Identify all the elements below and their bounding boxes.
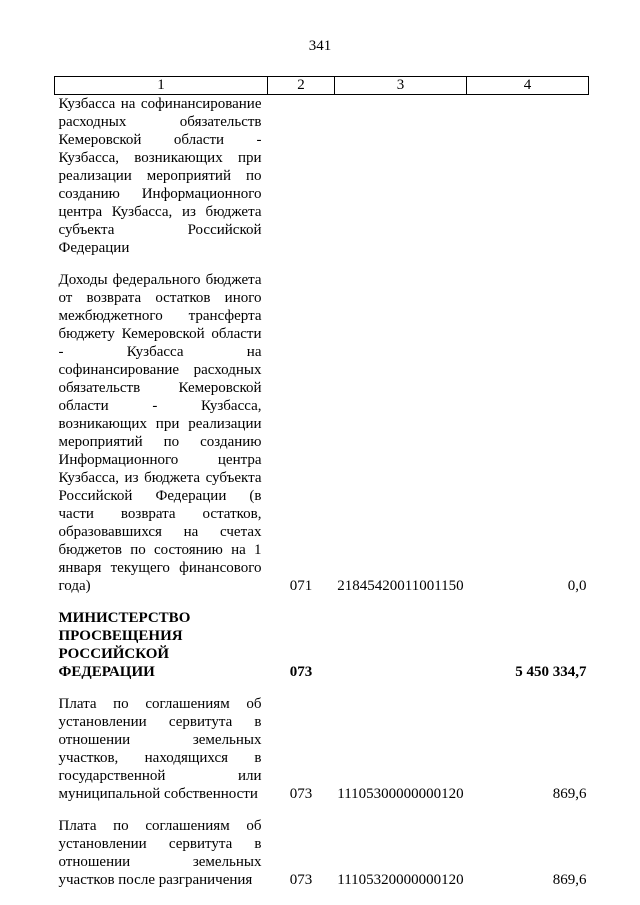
row-code: 073: [289, 872, 313, 888]
column-header-3: 3: [335, 77, 467, 95]
row-name: Плата по соглашениям об установлении сервитута в отношении земельных участков, находящихся в государственной или муниципальной собственности: [58, 696, 262, 802]
row-kbk: 11105320000000120: [337, 872, 464, 888]
row-sum: 0,0: [567, 578, 587, 594]
table-row: [55, 803, 589, 889]
row-kbk: 21845420011001150: [337, 578, 464, 594]
row-name: МИНИСТЕРСТВО ПРОСВЕЩЕНИЯ РОССИЙСКОЙ ФЕДЕРАЦИИ: [58, 610, 191, 680]
table-row: [55, 95, 589, 258]
table-row-ministry: [55, 595, 589, 681]
row-code: 073: [289, 786, 313, 802]
row-name: Доходы федерального бюджета от возврата остатков иного межбюджетного трансферта бюджету Кемеровской области - Кузбасса на софинансирование расходных обязательств Кемеровской области - Кузбасса, возникающих при реализации мероприятий по созданию Информационного центра Кузбасса, из бюджета субъекта Российской Федерации (в части возврата остатков, образовавшихся на счетах бюджетов по состоянию на 1 января текущего финансового года): [58, 272, 262, 594]
row-kbk: [335, 95, 467, 258]
row-code: 073: [289, 664, 313, 680]
page-number: 341: [308, 38, 332, 54]
row-code: 071: [289, 578, 313, 594]
table-row: [55, 681, 589, 803]
revenue-table: [54, 76, 589, 889]
row-sum: [467, 95, 589, 258]
row-name: Плата по соглашениям об установлении сервитута в отношении земельных участков после разграничения: [58, 818, 262, 888]
row-code: [268, 95, 335, 258]
row-name: Кузбасса на софинансирование расходных обязательств Кемеровской области - Кузбасса, возникающих при реализации мероприятий по созданию Информационного центра Кузбасса, из бюджета субъекта Российской Федерации: [58, 96, 262, 256]
row-sum: 869,6: [552, 786, 587, 802]
row-sum: 5 450 334,7: [515, 664, 587, 680]
row-kbk: [335, 595, 467, 681]
row-kbk: 11105300000000120: [337, 786, 464, 802]
column-header-2: 2: [268, 77, 335, 95]
column-header-4: 4: [467, 77, 589, 95]
column-number-row: [55, 77, 589, 95]
table-row: [55, 257, 589, 595]
row-sum: 869,6: [552, 872, 587, 888]
column-header-1: 1: [55, 77, 268, 95]
